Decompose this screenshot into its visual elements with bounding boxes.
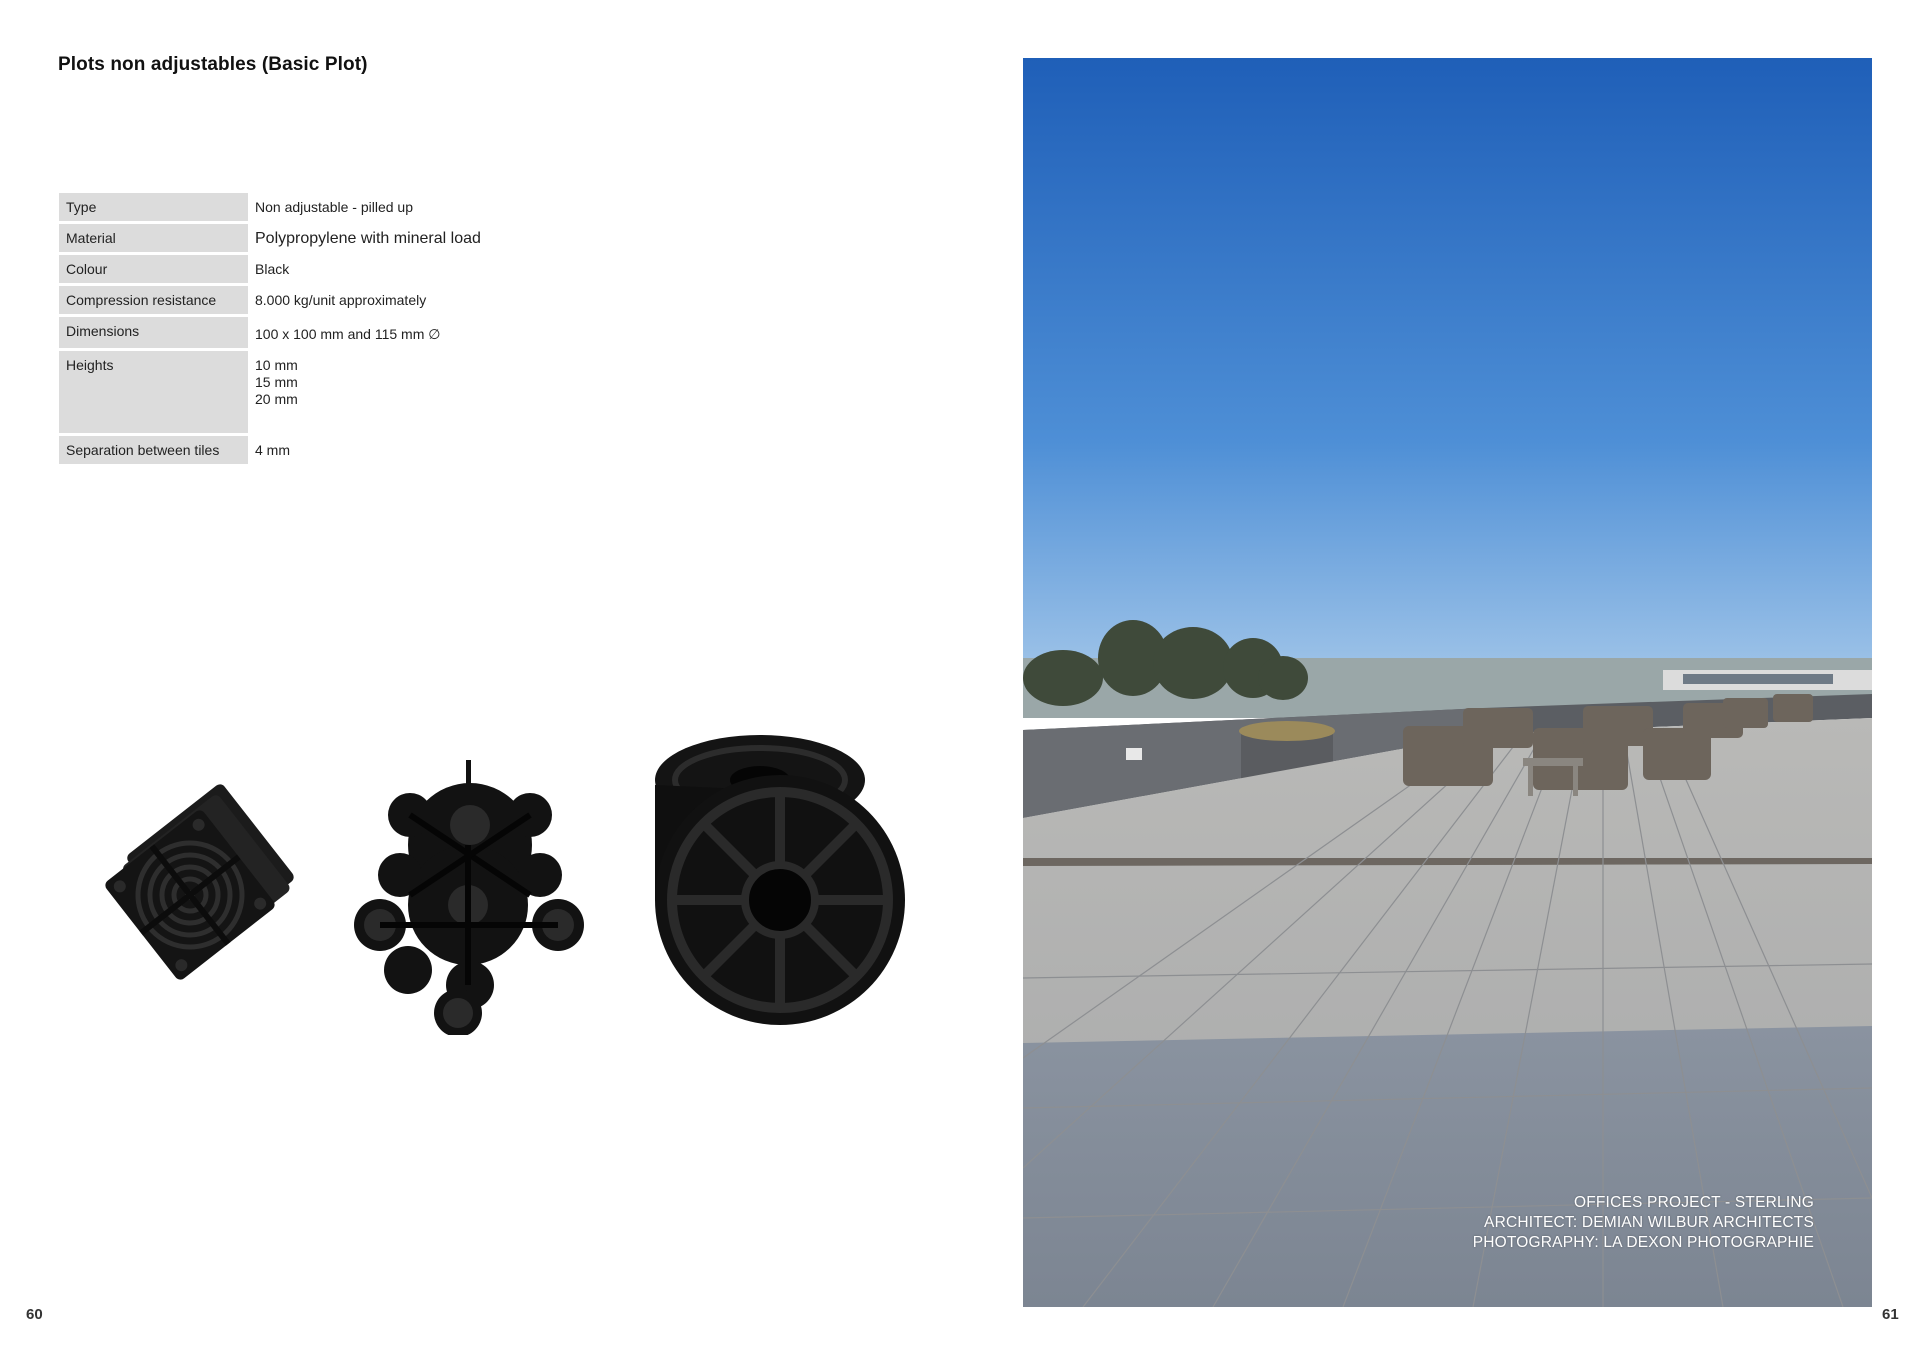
spec-row-heights (59, 351, 539, 433)
spec-label: Compression resistance (59, 286, 248, 314)
square-plot-image (60, 775, 320, 1015)
spec-value-list (248, 351, 539, 433)
spec-label: Type (59, 193, 248, 221)
spec-value: Black (255, 261, 290, 277)
height-value: 10 mm (255, 357, 298, 373)
spec-label: Colour (59, 255, 248, 283)
spec-row-colour (59, 255, 539, 283)
spec-value: 100 x 100 mm and 115 mm ∅ (255, 326, 441, 342)
height-value: 15 mm (255, 374, 298, 390)
height-value: 20 mm (255, 391, 298, 407)
spec-row-material (59, 224, 539, 252)
page-title: Plots non adjustables (Basic Plot) (58, 54, 368, 75)
spec-row-compression (59, 286, 539, 314)
spec-label: Heights (59, 351, 248, 433)
spec-value: 8.000 kg/unit approximately (255, 292, 427, 308)
spec-row-separation (59, 436, 539, 464)
page-number-right: 61 (1882, 1306, 1899, 1323)
spec-label: Separation between tiles (59, 436, 248, 464)
spec-label: Dimensions (59, 317, 248, 348)
spec-row-type (59, 193, 539, 221)
rooftop-terrace-photo (1023, 58, 1872, 1307)
credit-line: PHOTOGRAPHY: LA DEXON PHOTOGRAPHIE (1472, 1234, 1814, 1251)
spec-value: 4 mm (255, 442, 290, 458)
photo-credits (1473, 1193, 1814, 1253)
star-plot-image (340, 755, 600, 1035)
spec-value: Polypropylene with mineral load (255, 230, 481, 247)
credit-line: OFFICES PROJECT - STERLING (1573, 1194, 1814, 1211)
page-number-left: 60 (26, 1306, 43, 1323)
spec-row-dimensions (59, 317, 539, 348)
spec-value: Non adjustable - pilled up (255, 199, 413, 215)
spec-label: Material (59, 224, 248, 252)
spec-table (59, 190, 539, 467)
credit-line: ARCHITECT: DEMIAN WILBUR ARCHITECTS (1484, 1214, 1814, 1231)
round-plot-image (645, 730, 915, 1030)
